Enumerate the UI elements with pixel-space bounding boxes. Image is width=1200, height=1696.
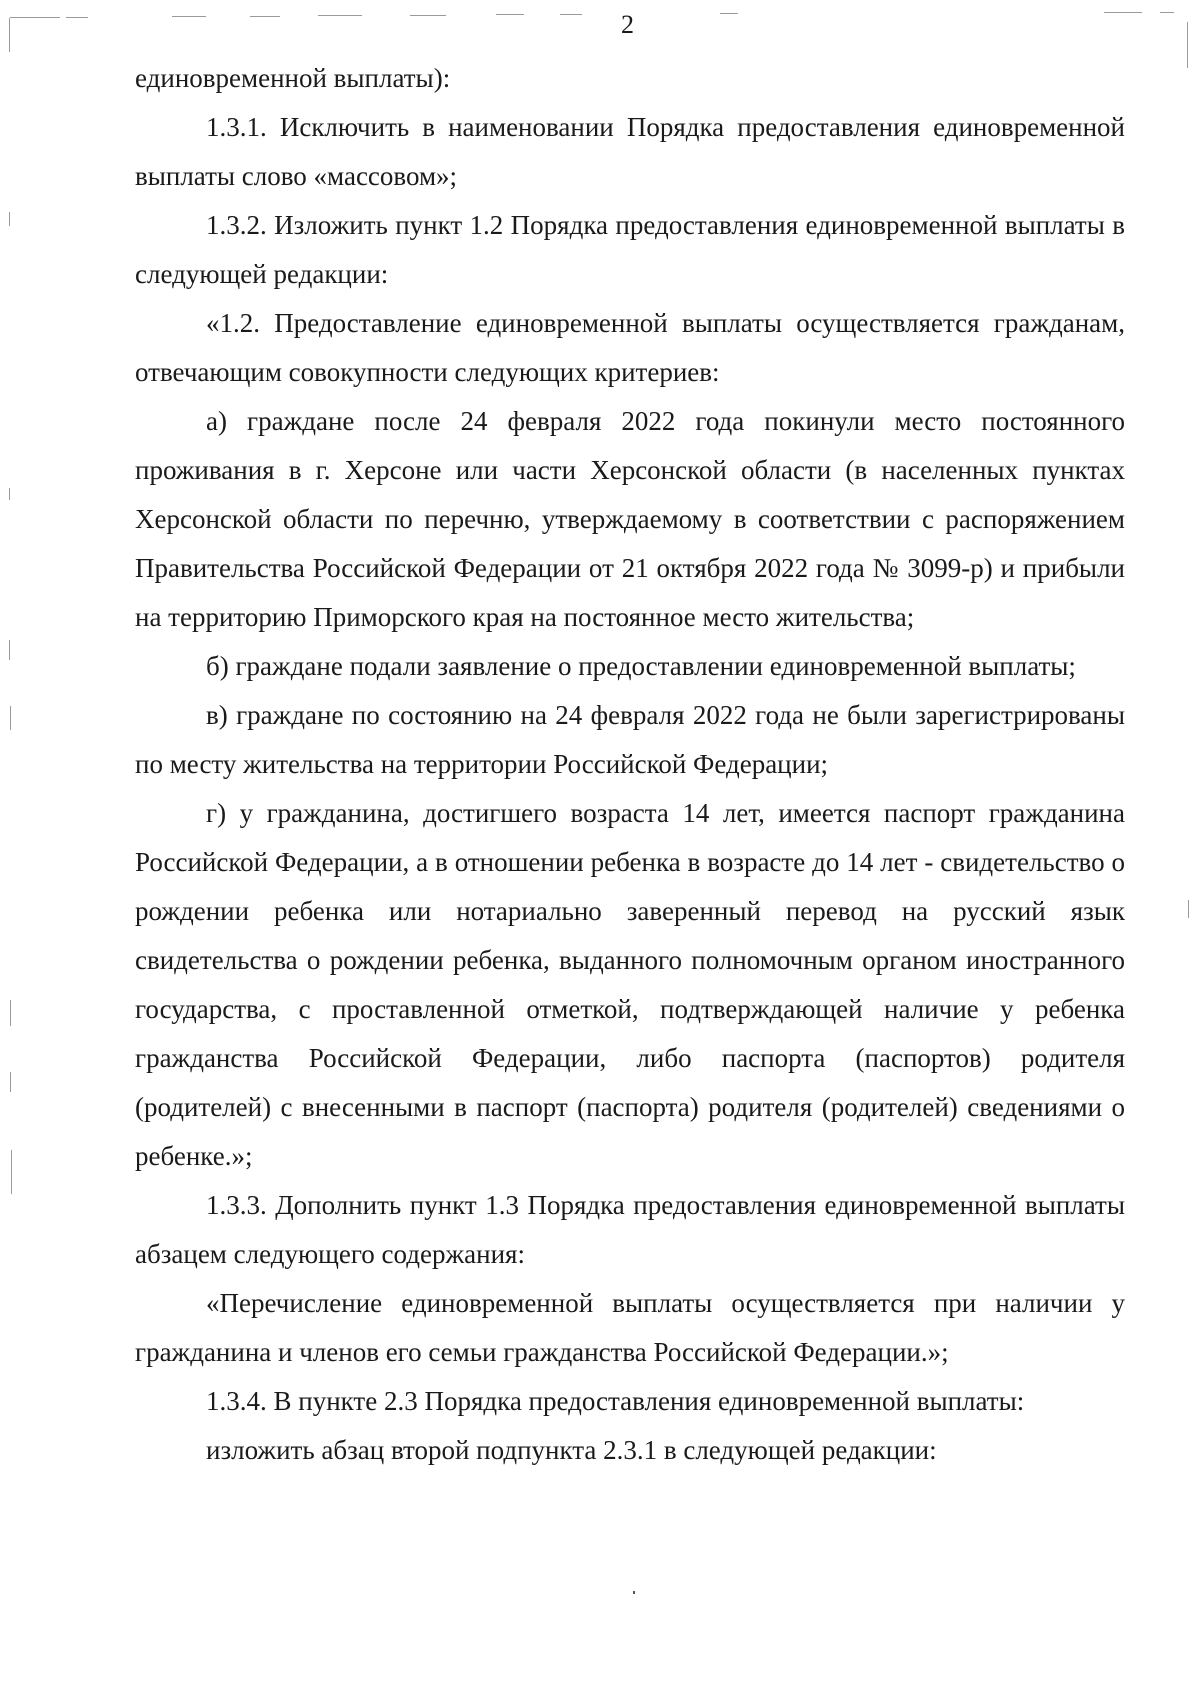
paragraph-quote-1-2: «1.2. Предоставление единовременной выплаты осуществляется гражданам, отвечающим совокупности следующих критериев: [135,308,1125,387]
scan-left-border-mark [11,1150,12,1194]
paragraph-item-1-3-1: 1.3.1. Исключить в наименовании Порядка предоставления единовременной выплаты слово «массовом»; [135,112,1125,191]
paragraph-criterion-a: а) граждане после 24 февраля 2022 года покинули место постоянного проживания в г. Херсоне или части Херсонской области (в населенных пунктах Херсонской области по перечню, утверждаемому в соответствии с распоряжением Правительства Российской Федерации от 21 октября 2022 года № 3099-р) и прибыли на территорию Приморского края на постоянное место жительства; [135,406,1125,632]
paragraph-item-1-3-2: 1.3.2. Изложить пункт 1.2 Порядка предоставления единовременной выплаты в следующей редакции: [135,210,1125,289]
paragraph-criterion-g: г) у гражданина, достигшего возраста 14 лет, имеется паспорт гражданина Российской Федерации, а в отношении ребенка в возрасте до 14 лет - свидетельство о рождении ребенка или нотариально заверенный перевод на русский язык свидетельства о рождении ребенка, выданного полномочным органом иностранного государства, с проставленной отметкой, подтверждающей наличие у ребенка гражданства Российской Федерации, либо паспорта (паспортов) родителя (родителей) с внесенными в паспорт (паспорта) родителя (родителей) сведениями о ребенке.»; [135,798,1125,1171]
paragraph-quote-transfer: «Перечисление единовременной выплаты осуществляется при наличии у гражданина и членов его семьи гражданства Российской Федерации.»; [135,1288,1125,1367]
paragraph-item-1-3-3: 1.3.3. Дополнить пункт 1.3 Порядка предоставления единовременной выплаты абзацем следующего содержания: [135,1190,1125,1269]
paragraph-criterion-b: б) граждане подали заявление о предоставлении единовременной выплаты; [206,651,1076,681]
scan-speck [633,1591,635,1594]
scan-right-border-mark [1188,900,1189,918]
paragraph-criterion-v: в) граждане по состоянию на 24 февраля 2022 года не были зарегистрированы по месту жительства на территории Российской Федерации; [135,700,1125,779]
scan-left-border-mark [9,640,10,660]
scan-left-border-mark [10,1000,11,1026]
scan-left-border-mark [9,212,10,226]
paragraph-continuation: единовременной выплаты): [135,63,451,93]
document-body [135,54,1125,1475]
scan-left-border-mark [10,1072,11,1092]
scan-left-border-mark [10,706,11,730]
page-number: 2 [621,10,634,39]
paragraph-amend-2-3-1: изложить абзац второй подпункта 2.3.1 в следующей редакции: [206,1435,937,1465]
scan-left-border-mark [9,488,10,500]
paragraph-item-1-3-4: 1.3.4. В пункте 2.3 Порядка предоставления единовременной выплаты: [206,1386,1025,1416]
